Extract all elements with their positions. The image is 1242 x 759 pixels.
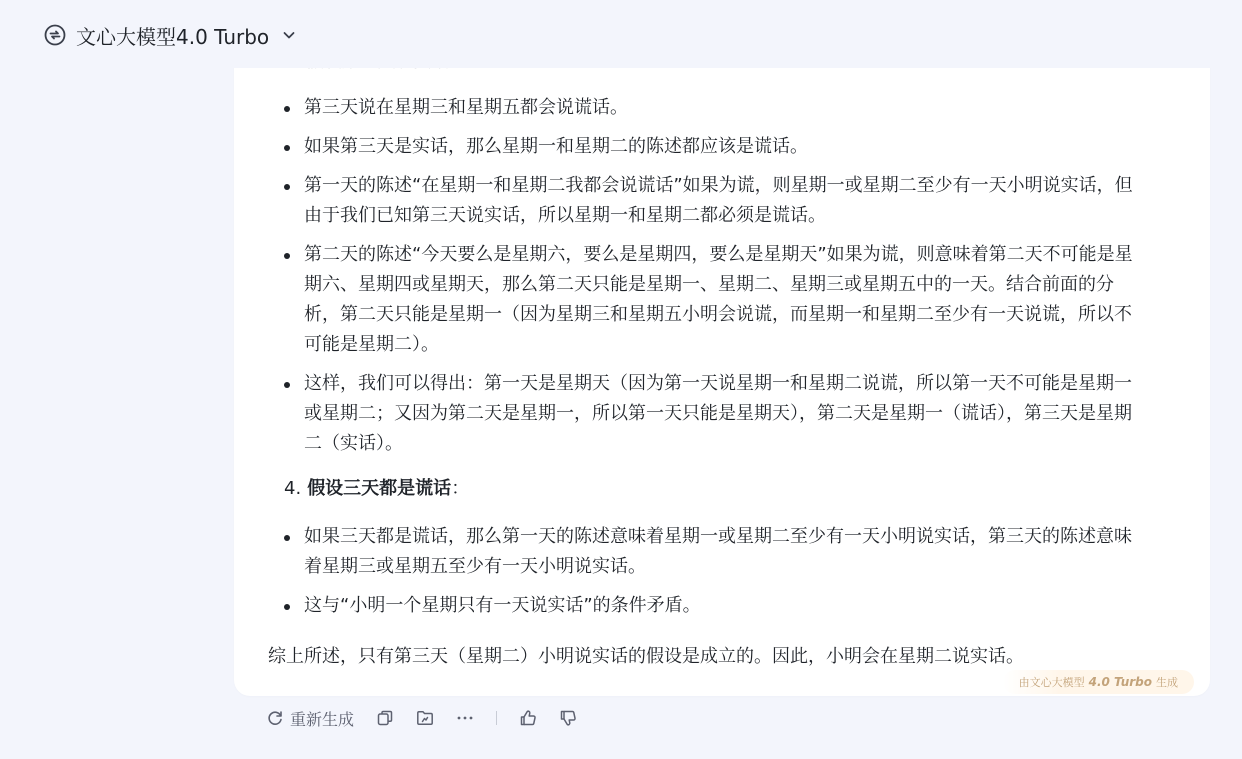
list-item (304, 240, 1176, 360)
section-number: 4. (284, 478, 302, 499)
badge-prefix: 由文心大模型 (1018, 676, 1085, 689)
badge-version: 4.0 Turbo (1088, 675, 1152, 689)
more-button[interactable] (456, 709, 474, 727)
list-item-line: 第三天说在星期三和星期五都会说谎话。 (304, 97, 628, 118)
list-item (304, 132, 1176, 162)
regenerate-button[interactable] (266, 707, 354, 730)
section-colon: ： (451, 478, 470, 499)
list-item (304, 522, 1176, 582)
list-item-line: 第一天的陈述“在星期一和星期二我都会说谎话”如果为谎，则星期一或星期二至少有一天小明说实话，但 (304, 175, 1133, 196)
bullet-dot (284, 253, 290, 259)
copy-button[interactable] (376, 709, 394, 727)
model-name: 文心大模型4.0 Turbo (76, 24, 270, 49)
model-switcher[interactable] (44, 20, 297, 50)
top-bar (0, 0, 1242, 68)
list-item-line: 可能是星期二）。 (304, 334, 439, 355)
answer-card (234, 40, 1210, 696)
section-title: 假设三天都是谎话 (307, 478, 452, 499)
list-item (304, 171, 1176, 231)
regenerate-label: 重新生成 (290, 709, 355, 729)
list-item-line: 如果三天都是谎话，那么第一天的陈述意味着星期一或星期二至少有一天小明说实话，第三天的陈述意味 (304, 526, 1132, 547)
list-item-line: 这与“小明一个星期只有一天说实话”的条件矛盾。 (304, 595, 701, 616)
list-item (304, 591, 1176, 621)
thumbs-down-icon (559, 709, 577, 727)
dislike-button[interactable] (559, 709, 577, 727)
chevron-down-icon (281, 27, 297, 43)
bullet-dot (284, 184, 290, 190)
answer-content (234, 40, 1210, 696)
divider (496, 711, 497, 725)
list-item-line: 第二天的陈述“今天要么是星期六，要么是星期四，要么是星期天”如果为谎，则意味着第二天不可能是星 (304, 244, 1133, 265)
bullet-dot (284, 145, 290, 151)
bullet-list-a (304, 93, 1176, 468)
list-item-line: 这样，我们可以得出：第一天是星期天（因为第一天说星期一和星期二说谎，所以第一天不可能是星期一 (304, 373, 1132, 394)
summary-paragraph: 综上所述，只有第三天（星期二）小明说实话的假设是成立的。因此，小明会在星期二说实话。 (268, 646, 1024, 667)
more-icon (456, 709, 474, 727)
bullet-list-b (304, 522, 1176, 630)
section-heading (284, 474, 469, 504)
copy-icon (376, 709, 394, 727)
bullet-dot (284, 382, 290, 388)
model-logo-icon (44, 24, 66, 46)
badge-suffix: 生成 (1156, 676, 1178, 689)
list-item-line: 由于我们已知第三天说实话，所以星期一和星期二都必须是谎话。 (304, 205, 826, 226)
list-item-line: 如果第三天是实话，那么星期一和星期二的陈述都应该是谎话。 (304, 136, 808, 157)
like-button[interactable] (519, 709, 537, 727)
list-item-line: 着星期三或星期五至少有一天小明说实话。 (304, 556, 646, 577)
list-item-line: 期六、星期四或星期天，那么第二天只能是星期一、星期二、星期三或星期五中的一天。结合前面的分 (304, 274, 1114, 295)
list-item-line: 或星期二；又因为第二天是星期一，所以第一天只能是星期天），第二天是星期一（谎话），第三天是星期 (304, 403, 1132, 424)
list-item (304, 93, 1176, 123)
refresh-icon (266, 709, 284, 727)
list-item-line: 二（实话）。 (304, 433, 403, 454)
thumbs-up-icon (519, 709, 537, 727)
generated-by-badge (1003, 670, 1194, 694)
bullet-dot (284, 535, 290, 541)
list-item (304, 369, 1176, 459)
bullet-dot (284, 106, 290, 112)
action-bar (266, 705, 577, 731)
save-button[interactable] (416, 709, 434, 727)
list-item-line: 析，第二天只能是星期一（因为星期三和星期五小明会说谎，而星期一和星期二至少有一天说谎，所以不 (304, 304, 1132, 325)
save-icon (416, 709, 434, 727)
bullet-dot (284, 604, 290, 610)
